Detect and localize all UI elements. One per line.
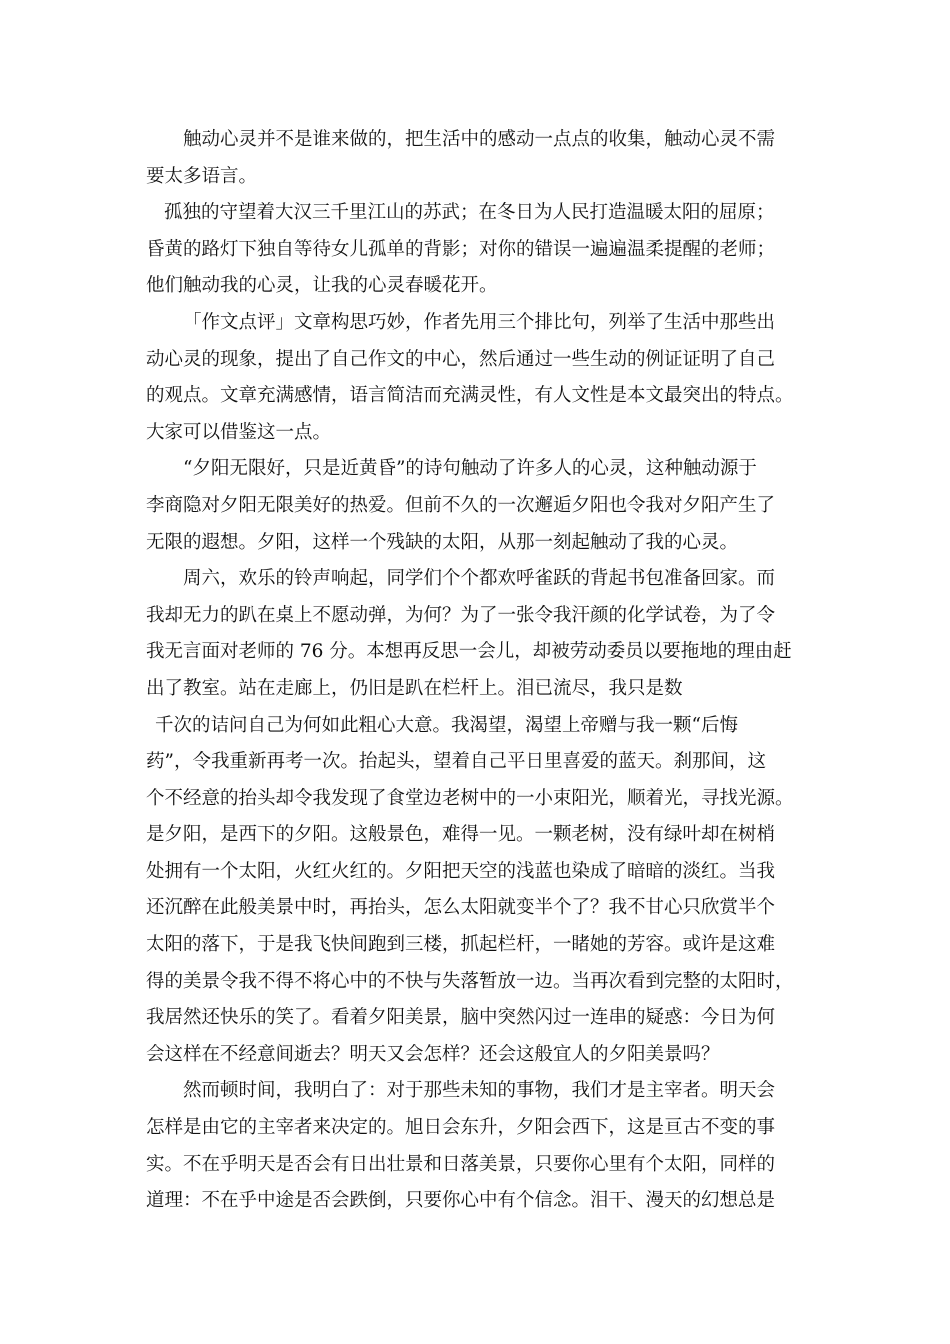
text-line: “夕阳无限好，只是近黄昏”的诗句触动了许多人的心灵，这种触动源于 (183, 458, 757, 480)
text-line: 大家可以借鉴这一点。 (146, 421, 332, 443)
text-line: 会这样在不经意间逝去？明天又会怎样？还会这般宜人的夕阳美景吗？ (146, 1043, 720, 1065)
text-line: 我居然还快乐的笑了。看着夕阳美景，脑中突然闪过一连串的疑惑：今日为何 (146, 1007, 776, 1029)
text-line: 太阳的落下，于是我飞快间跑到三楼，抓起栏杆，一睹她的芳容。或许是这难 (146, 934, 776, 956)
text-line: 我却无力的趴在桌上不愿动弹，为何？为了一张令我汗颜的化学试卷，为了令 (146, 604, 776, 626)
text-line: 千次的诘问自己为何如此粗心大意。我渴望，渴望上帝赠与我一颗“后悔 (155, 714, 738, 736)
text-line: 是夕阳，是西下的夕阳。这般景色，难得一见。一颗老树，没有绿叶却在树梢 (146, 824, 776, 846)
text-line: 道理：不在乎中途是否会跌倒，只要你心中有个信念。泪干、漫天的幻想总是 (146, 1190, 776, 1212)
text-line: 动心灵的现象，提出了自己作文的中心，然后通过一些生动的例证证明了自己 (146, 348, 776, 370)
text-line: 我无言面对老师的 76 分。本想再反思一会儿，却被劳动委员以要拖地的理由赶 (146, 641, 792, 663)
text-line: 昏黄的路灯下独自等待女儿孤单的背影；对你的错误一遍遍温柔提醒的老师； (146, 238, 776, 260)
text-line: 药”，令我重新再考一次。抬起头，望着自己平日里喜爱的蓝天。刹那间，这 (146, 751, 766, 773)
text-line: 李商隐对夕阳无限美好的热爱。但前不久的一次邂逅夕阳也令我对夕阳产生了 (146, 494, 776, 516)
essay-body (146, 122, 806, 1220)
text-line: 孤独的守望着大汉三千里江山的苏武；在冬日为人民打造温暖太阳的屈原； (164, 202, 775, 224)
text-line: 怎样是由它的主宰者来决定的。旭日会东升，夕阳会西下，这是亘古不变的事 (146, 1117, 776, 1139)
text-line: 他们触动我的心灵，让我的心灵春暖花开。 (146, 275, 498, 297)
text-line: 还沉醉在此般美景中时，再抬头，怎么太阳就变半个了？我不甘心只欣赏半个 (146, 897, 776, 919)
text-line: 要太多语言。 (146, 165, 258, 187)
text-line: 出了教室。站在走廊上，仍旧是趴在栏杆上。泪已流尽，我只是数 (146, 677, 683, 699)
text-line: 的观点。文章充满感情，语言简洁而充满灵性，有人文性是本文最突出的特点。 (146, 385, 794, 407)
text-line: 个不经意的抬头却令我发现了食堂边老树中的一小束阳光，顺着光，寻找光源。 (146, 787, 794, 809)
text-line: 实。不在乎明天是否会有日出壮景和日落美景，只要你心里有个太阳，同样的 (146, 1153, 776, 1175)
text-line: 处拥有一个太阳，火红火红的。夕阳把天空的浅蓝也染成了暗暗的淡红。当我 (146, 860, 776, 882)
text-line: 然而顿时间，我明白了：对于那些未知的事物，我们才是主宰者。明天会 (183, 1080, 776, 1102)
text-line: 得的美景令我不得不将心中的不快与失落暂放一边。当再次看到完整的太阳时， (146, 970, 794, 992)
text-line: 触动心灵并不是谁来做的，把生活中的感动一点点的收集，触动心灵不需 (183, 129, 776, 150)
text-line: 无限的遐想。夕阳，这样一个残缺的太阳，从那一刻起触动了我的心灵。 (146, 531, 739, 553)
text-line: 周六，欢乐的铃声响起，同学们个个都欢呼雀跃的背起书包准备回家。而 (183, 568, 776, 590)
text-line: 「作文点评」文章构思巧妙，作者先用三个排比句，列举了生活中那些出 (183, 311, 776, 333)
